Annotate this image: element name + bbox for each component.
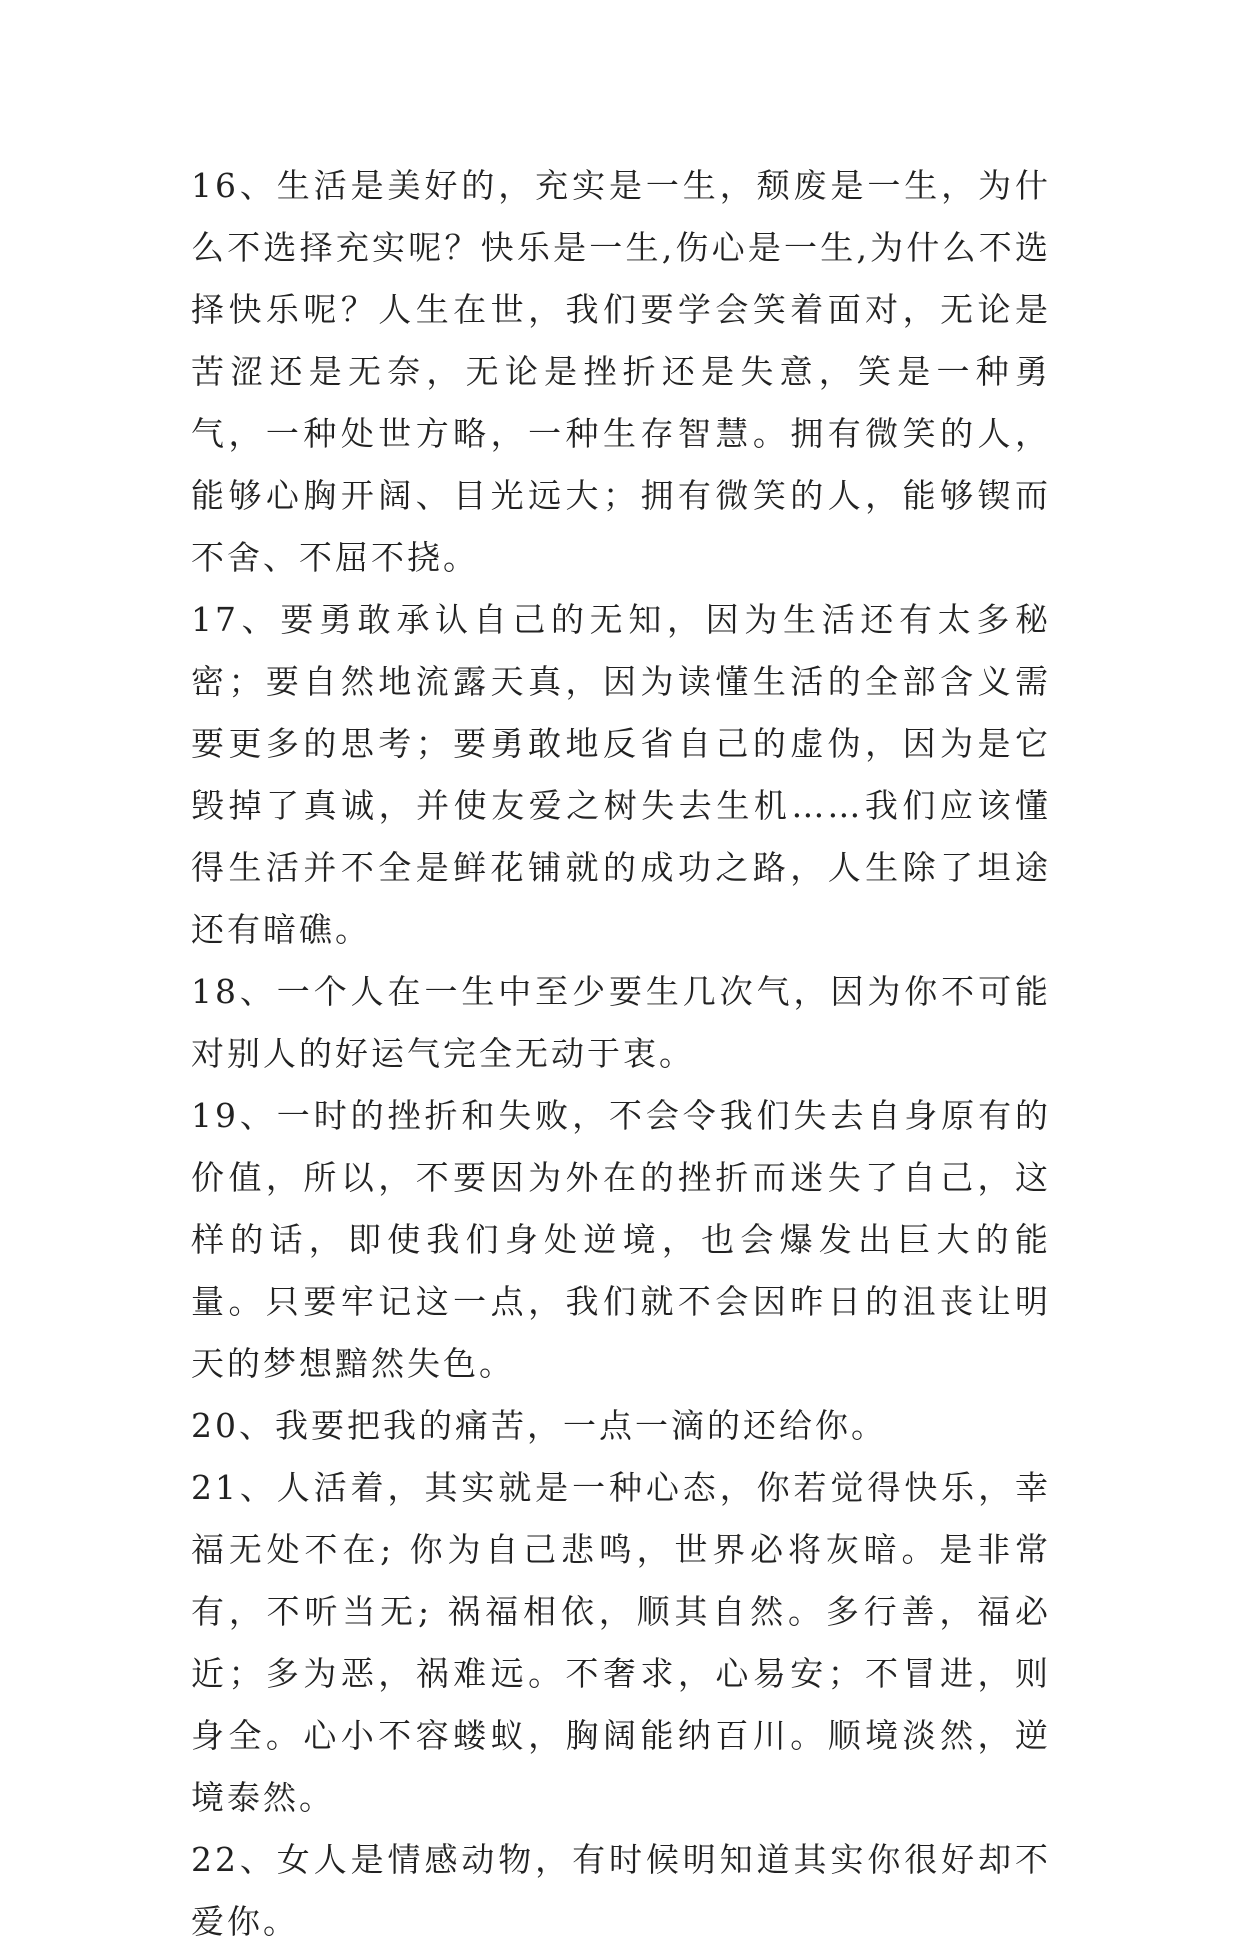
document-body: [191, 155, 1051, 1953]
paragraph-21: 21、人活着，其实就是一种心态，你若觉得快乐，幸福无处不在; 你为自己悲鸣，世界必将灰暗。是非常有，不听当无; 祸福相依，顺其自然。多行善，福必近；多为恶，祸难远。不奢求，心易安；不冒进，则身全。心小不容蝼蚁，胸阔能纳百川。顺境淡然，逆境泰然。: [191, 1468, 1051, 1817]
paragraph-18: 18、一个人在一生中至少要生几次气，因为你不可能对别人的好运气完全无动于衷。: [191, 972, 1051, 1073]
paragraph-19: 19、一时的挫折和失败，不会令我们失去自身原有的价值，所以，不要因为外在的挫折而迷失了自己，这样的话，即使我们身处逆境，也会爆发出巨大的能量。只要牢记这一点，我们就不会因昨日的沮丧让明天的梦想黯然失色。: [191, 1096, 1051, 1383]
paragraph-22: 22、女人是情感动物，有时候明知道其实你很好却不爱你。: [191, 1840, 1051, 1941]
paragraph-17: 17、要勇敢承认自己的无知，因为生活还有太多秘密；要自然地流露天真，因为读懂生活的全部含义需要更多的思考；要勇敢地反省自己的虚伪，因为是它毁掉了真诚，并使友爱之树失去生机……我们应该懂得生活并不全是鲜花铺就的成功之路，人生除了坦途还有暗礁。: [191, 600, 1051, 949]
paragraph-16: 16、生活是美好的，充实是一生，颓废是一生，为什么不选择充实呢？快乐是一生,伤心是一生,为什么不选择快乐呢？人生在世，我们要学会笑着面对，无论是苦涩还是无奈，无论是挫折还是失意，笑是一种勇气，一种处世方略，一种生存智慧。拥有微笑的人，能够心胸开阔、目光远大；拥有微笑的人，能够锲而不舍、不屈不挠。: [191, 166, 1051, 577]
paragraph-20: 20、我要把我的痛苦，一点一滴的还给你。: [191, 1406, 887, 1445]
